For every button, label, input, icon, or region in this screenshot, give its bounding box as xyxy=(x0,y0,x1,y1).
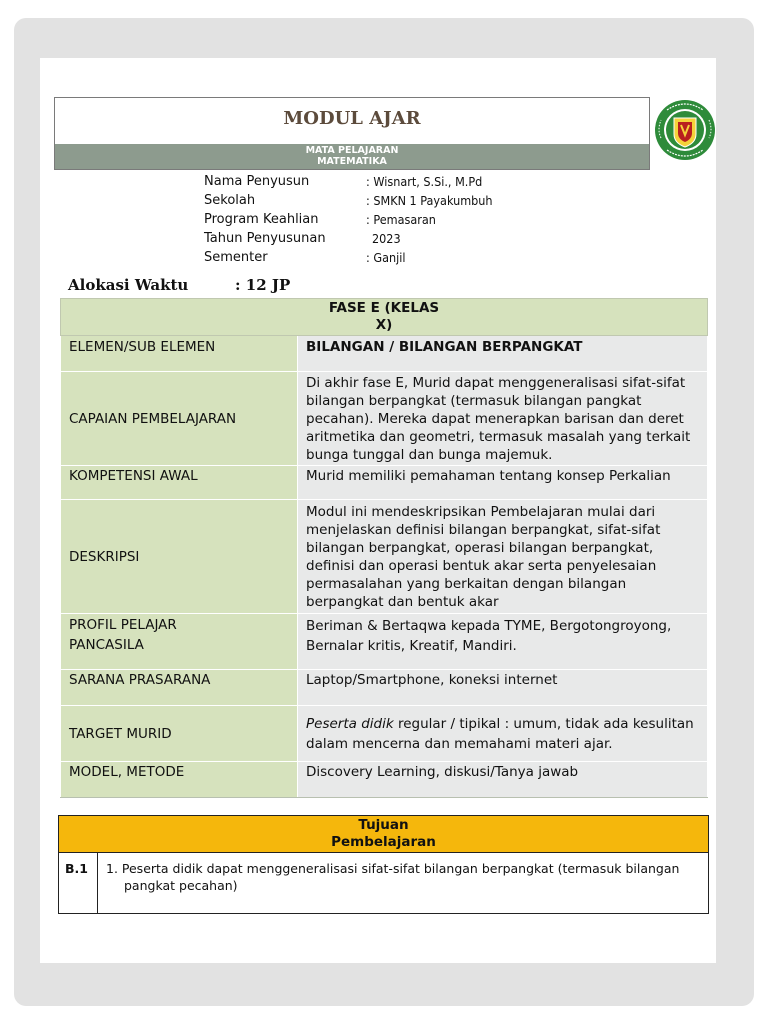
table-header-cell xyxy=(61,299,708,336)
alokasi-value: : 12 JP xyxy=(235,276,291,294)
tujuan-code: B.1 xyxy=(59,853,98,914)
row-value: Beriman & Bertaqwa kepada TYME, Bergotongroyong, Bernalar kritis, Kreatif, Mandiri. xyxy=(298,614,708,670)
info-label-semester: Sementer xyxy=(204,250,268,265)
module-info-table xyxy=(60,298,708,798)
table-row xyxy=(61,706,708,762)
info-label-sekolah: Sekolah xyxy=(204,193,256,208)
row-value: BILANGAN / BILANGAN BERPANGKAT xyxy=(298,336,708,372)
row-label: TARGET MURID xyxy=(61,706,298,762)
target-rest: regular / tipikal : umum, tidak ada kesulitan dalam mencerna dan memahami materi ajar. xyxy=(306,715,694,752)
tujuan-header-row xyxy=(59,816,709,853)
row-value xyxy=(298,706,708,762)
info-values xyxy=(366,172,493,267)
table-row xyxy=(61,670,708,706)
table-header-row xyxy=(61,299,708,336)
row-value: Di akhir fase E, Murid dapat menggeneralisasi sifat-sifat bilangan berpangkat (termasuk bilangan pangkat pecahan). Mereka dapat menerapkan barisan dan deret aritmetika dan geometri, termasuk masalah yang terkait bunga tunggal dan bunga majemuk. xyxy=(298,372,708,466)
info-label-tahun: Tahun Penyusunan xyxy=(204,231,326,246)
subject-bar xyxy=(55,144,649,169)
row-label: CAPAIAN PEMBELAJARAN xyxy=(61,372,298,466)
row-label: KOMPETENSI AWAL xyxy=(61,466,298,500)
subject-name: MATEMATIKA xyxy=(317,156,387,167)
info-value-semester: : Ganjil xyxy=(366,250,406,265)
title-box xyxy=(54,97,650,170)
table-row xyxy=(61,466,708,500)
row-value: Murid memiliki pemahaman tentang konsep Perkalian xyxy=(298,466,708,500)
fase-line1: FASE E (KELAS xyxy=(328,300,440,316)
tujuan-header xyxy=(59,816,709,853)
row-label: DESKRIPSI xyxy=(61,500,298,614)
tujuan-row xyxy=(59,853,709,914)
table-row xyxy=(61,614,708,670)
row-value: Modul ini mendeskripsikan Pembelajaran mulai dari menjelaskan definisi bilangan berpangkat, sifat-sifat bilangan berpangkat, operasi bilangan berpangkat, definisi dan operasi bentuk akar serta penyelesaian permasalahan yang berkaitan dengan bilangan berpangkat dan bentuk akar xyxy=(298,500,708,614)
tujuan-header-line2: Pembelajaran xyxy=(331,834,436,850)
table-row xyxy=(61,372,708,466)
info-labels xyxy=(204,172,326,267)
row-label: SARANA PRASARANA xyxy=(61,670,298,706)
tujuan-item-cell xyxy=(98,853,709,914)
tujuan-header-line1: Tujuan xyxy=(358,817,409,833)
subject-label: MATA PELAJARAN xyxy=(305,145,399,156)
info-value-penyusun: : Wisnart, S.Si., M.Pd xyxy=(366,174,483,189)
tujuan-table xyxy=(58,815,709,914)
info-value-sekolah: : SMKN 1 Payakumbuh xyxy=(366,193,493,208)
info-value-tahun: 2023 xyxy=(372,231,401,246)
tujuan-item: 1. Peserta didik dapat menggeneralisasi sifat-sifat bilangan berpangkat (termasuk bilangan pangkat pecahan) xyxy=(106,861,680,893)
fase-line2: X) xyxy=(375,317,393,333)
row-label: PROFIL PELAJAR PANCASILA xyxy=(61,614,298,670)
info-label-penyusun: Nama Penyusun xyxy=(204,174,310,189)
document-title: MODUL AJAR xyxy=(283,108,421,129)
row-value: Laptop/Smartphone, koneksi internet xyxy=(298,670,708,706)
school-emblem-icon xyxy=(653,98,717,162)
info-value-program: : Pemasaran xyxy=(366,212,436,227)
info-label-program: Program Keahlian xyxy=(204,212,319,227)
alokasi-waktu xyxy=(68,276,291,294)
target-emphasis: Peserta didik xyxy=(306,715,394,732)
table-row xyxy=(61,500,708,614)
row-value: Discovery Learning, diskusi/Tanya jawab xyxy=(298,762,708,798)
table-row xyxy=(61,336,708,372)
row-label: ELEMEN/SUB ELEMEN xyxy=(61,336,298,372)
table-row xyxy=(61,762,708,798)
row-label: MODEL, METODE xyxy=(61,762,298,798)
alokasi-label: Alokasi Waktu xyxy=(68,276,189,294)
